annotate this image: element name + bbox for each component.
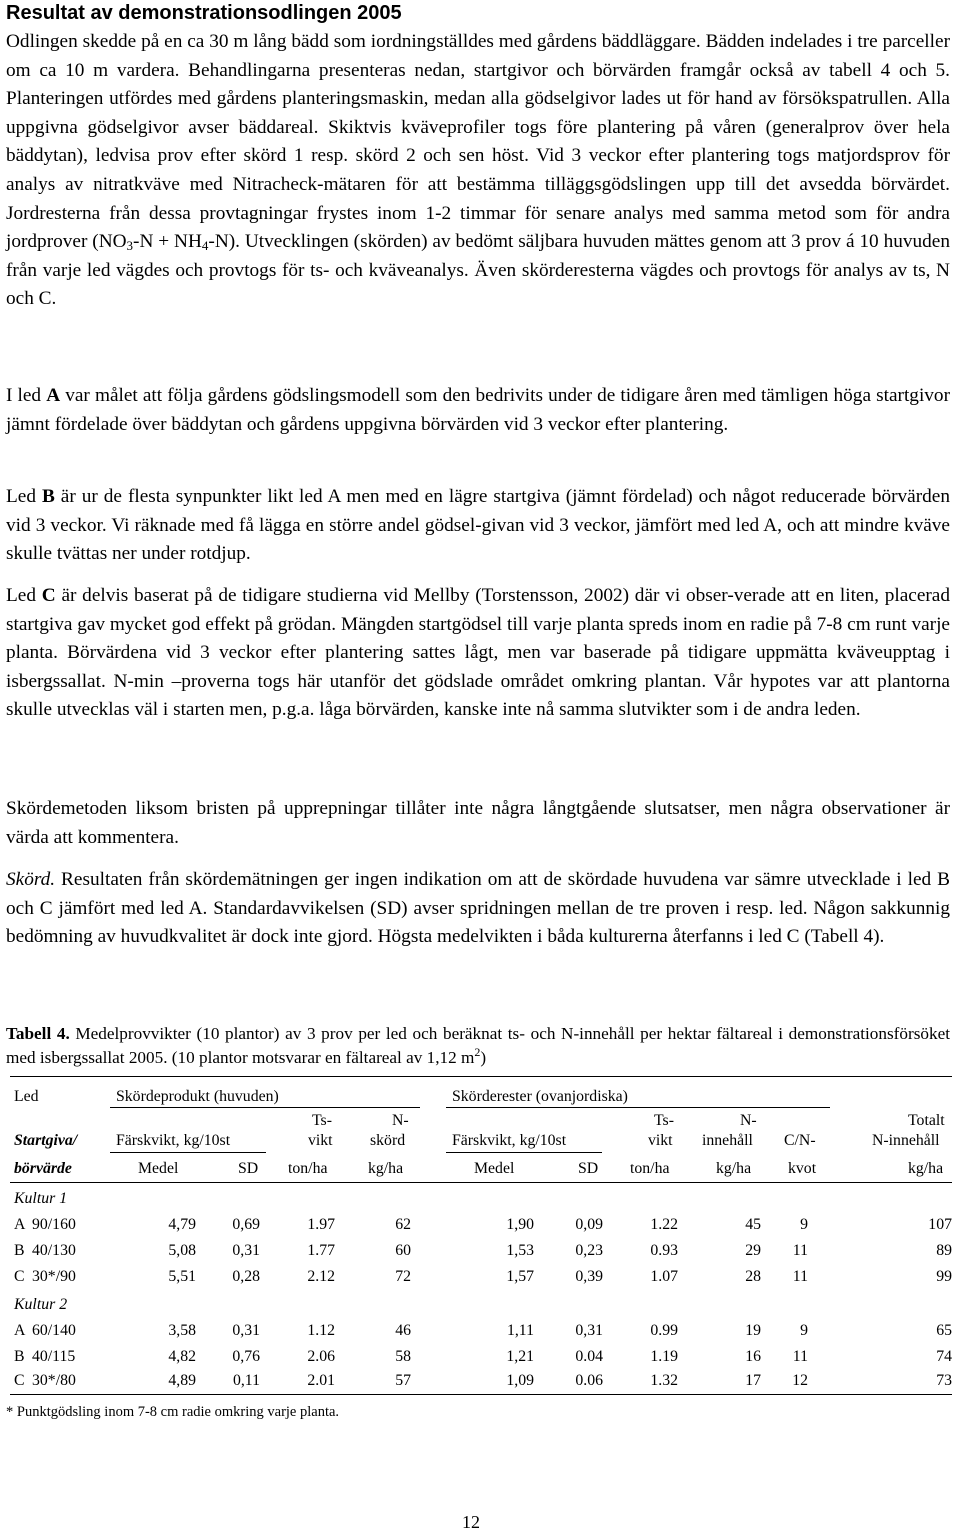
table-cell: 1,09 — [506, 1372, 534, 1389]
table-cell: 9 — [800, 1322, 808, 1339]
table-cell: 0,31 — [232, 1242, 260, 1259]
table-cell: 4,89 — [168, 1372, 196, 1389]
table-cell: 0,76 — [232, 1348, 260, 1365]
header-farskvikt-2: Färskvikt, kg/10st — [452, 1132, 567, 1149]
table-cell: 65 — [936, 1322, 952, 1339]
header-total-b: N-innehåll — [872, 1132, 940, 1149]
table-cell: 0.04 — [575, 1348, 603, 1365]
table-cell: 12 — [792, 1372, 808, 1389]
table-cell: 72 — [395, 1268, 411, 1285]
table-cell: 0,31 — [232, 1322, 260, 1339]
table-cell: 60 — [395, 1242, 411, 1259]
table-cell: 11 — [792, 1242, 808, 1259]
table-cell: 1.22 — [650, 1216, 678, 1233]
table-cell: 11 — [792, 1348, 808, 1365]
table-bottom-rule — [10, 1394, 952, 1395]
table-cell: 1.77 — [307, 1242, 335, 1259]
header-n-2b: innehåll — [702, 1132, 753, 1149]
table-cell: 2.06 — [307, 1348, 335, 1365]
table-caption: Tabell 4. Medelprovvikter (10 plantor) av 3 prov per led och beräknat ts- och N-innehåll per hektar fältareal i demonstrationsförsöket med isbergssallat 2005. (10 plantor motsvarar en fältareal av 1,12 $m^2$) — [6, 1024, 951, 1067]
table-cell: 0.93 — [650, 1242, 678, 1259]
table-cell: 4,82 — [168, 1348, 196, 1365]
header-n-1a: N- — [392, 1112, 409, 1129]
table-cell: 5,51 — [168, 1268, 196, 1285]
table-cell: 1,57 — [506, 1268, 534, 1285]
unit-kvot: kvot — [788, 1160, 817, 1177]
table-cell: 1,11 — [506, 1322, 534, 1339]
table-cell: 1,90 — [506, 1216, 534, 1233]
paragraph-led-c: Led C är delvis baserat på de tidigare studierna vid Mellby (Torstensson, 2002) där vi obser-verade att en liten, placerad startgiva gav mycket god effekt på grödan. Mängden startgödsel till varje planta spreds inom en radie på 7-8 cm runt varje planta. Börvärdena vid 3 veckor efter plantering sattes lågt, men var baserade på tidigare uppmätta kväveupptag i isbergssallat. N-min –proverna togs här utanför det gödslade området omkring plantan. Vår hypotes var att plantorna skulle utvecklas väl i starten men, p.g.a. låga börvärden, kanske inte nå samma slutvikter som i de andra leden. — [6, 585, 951, 721]
unit-sd-1: SD — [238, 1160, 259, 1177]
table-cell: 2.12 — [307, 1268, 335, 1285]
table-cell: 0,39 — [575, 1268, 603, 1285]
page-number: 12 — [462, 1512, 480, 1532]
header-borvarde: börvärde — [14, 1160, 72, 1177]
table-cell: 99 — [936, 1268, 952, 1285]
table-cell: 46 — [395, 1322, 411, 1339]
unit-kg-1: kg/ha — [368, 1160, 404, 1177]
table-cell: 3,58 — [168, 1322, 196, 1339]
residue-group-rule — [446, 1107, 830, 1108]
unit-medel-2: Medel — [474, 1160, 515, 1177]
unit-sd-2: SD — [578, 1160, 599, 1177]
table-cell: 30*/80 — [32, 1372, 76, 1389]
table-cell: 0,23 — [575, 1242, 603, 1259]
table-cell: 11 — [792, 1268, 808, 1285]
farskvikt-rule-1 — [110, 1152, 266, 1153]
table-cell: 1.32 — [650, 1372, 678, 1389]
table-cell: C — [14, 1372, 25, 1389]
group-label-1: Kultur 1 — [14, 1190, 68, 1207]
table-cell: 107 — [928, 1216, 952, 1233]
header-n-2a: N- — [740, 1112, 757, 1129]
table-cell: 0,09 — [575, 1216, 603, 1233]
table-cell: 1.07 — [650, 1268, 678, 1285]
header-startgiva: Startgiva/ — [14, 1132, 78, 1149]
table-cell: B — [14, 1348, 25, 1365]
table-top-rule — [10, 1076, 952, 1077]
table-cell: A — [14, 1216, 26, 1233]
header-bottom-rule — [10, 1182, 952, 1183]
paragraph-method: Odlingen skedde på en ca 30 m lång bädd som iordningställdes med gårdens bäddläggare. Bädden indelades i tre parceller om ca 10 m vardera. Behandlingarna presenteras nedan, startgivor och börvärden framgår också av tabell 4 och 5. Planteringen utfördes med gårdens planteringsmaskin, medan alla gödselgivor lades ut för hand av försökspatrullen. Alla uppgivna gödselgivor avser bäddareal. Skiktvis kväveprofiler togs före plantering på våren (generalprov över hela bäddytan), ledvisa prov efter skörd 1 resp. skörd 2 och sen höst. Vid 3 veckor efter plantering togs matjordsprov för analys av nitratkväve med Nitracheck-mätaren för att bestämma tilläggsgödslingen upp till det avsedda börvärdet. Jordresterna från dessa provtagningar frystes inom 1-2 timmar för senare analys med samma metod som för andra jordprover $(NO_3-N + NH_4-N)$. Utvecklingen (skörden) av bedömt säljbara huvuden mättes genom att 3 prov á 10 huvuden från varje led vägdes och provtogs för ts- och kväveanalys. Även skörderesterna vägdes och provtogs för analys av ts, N och C. — [6, 31, 950, 310]
table-cell: 1.19 — [650, 1348, 678, 1365]
table-cell: 29 — [745, 1242, 761, 1259]
table-cell: A — [14, 1322, 26, 1339]
table-cell: 0,11 — [232, 1372, 260, 1389]
header-ts-2a: Ts- — [654, 1112, 674, 1129]
header-farskvikt-1: Färskvikt, kg/10st — [116, 1132, 231, 1149]
table-cell: 30*/90 — [32, 1268, 76, 1285]
table-cell: 73 — [936, 1372, 952, 1389]
table-cell: 5,08 — [168, 1242, 196, 1259]
header-n-1b: skörd — [370, 1132, 406, 1149]
paragraph-led-a: I led A var målet att följa gårdens gödslingsmodell som den bedrivits under de tidigare åren med tämligen höga startgivor jämnt fördelade över bäddytan och gårdens uppgivna börvärden vid 3 veckor efter plantering. — [6, 385, 950, 435]
table-cell: 90/160 — [32, 1216, 76, 1233]
header-residue: Skörderester (ovanjordiska) — [452, 1088, 628, 1105]
table-cell: 2.01 — [307, 1372, 335, 1389]
section-heading: Resultat av demonstrationsodlingen 2005 — [6, 2, 402, 24]
table-cell: 74 — [936, 1348, 952, 1365]
table-cell: 0,31 — [575, 1322, 603, 1339]
header-led: Led — [14, 1088, 39, 1105]
group-label-2: Kultur 2 — [14, 1296, 68, 1313]
table-cell: 45 — [745, 1216, 761, 1233]
table-cell: 4,79 — [168, 1216, 196, 1233]
table-cell: 19 — [745, 1322, 761, 1339]
farskvikt-rule-2 — [446, 1152, 602, 1153]
unit-kg-3: kg/ha — [908, 1160, 944, 1177]
header-cn: C/N- — [784, 1132, 816, 1149]
unit-medel-1: Medel — [138, 1160, 179, 1177]
table-cell: 58 — [395, 1348, 411, 1365]
product-group-rule — [110, 1107, 420, 1108]
table-cell: B — [14, 1242, 25, 1259]
table-cell: C — [14, 1268, 25, 1285]
table-cell: 57 — [395, 1372, 411, 1389]
header-ts-2b: vikt — [648, 1132, 673, 1149]
header-ts-1a: Ts- — [312, 1112, 332, 1129]
table-cell: 1.97 — [307, 1216, 335, 1233]
paragraph-skord: Skörd. Resultaten från skördemätningen ger ingen indikation om att de skördade huvudena var sämre utvecklade i led B och C jämfört med led A. Standardavvikelsen (SD) avser spridningen mellan de tre proven i resp. led. Någon sakkunnig bedömning av huvudkvalitet är dock inte gjord. Högsta medelvikten i båda kulturerna återfanns i led C (Tabell 4). — [6, 869, 950, 948]
results-table — [6, 1076, 952, 1406]
table-cell: 0.99 — [650, 1322, 678, 1339]
table-cell: 0,28 — [232, 1268, 260, 1285]
header-total-a: Totalt — [908, 1112, 945, 1129]
table-cell: 0,69 — [232, 1216, 260, 1233]
unit-ton-2: ton/ha — [630, 1160, 670, 1177]
table-cell: 89 — [936, 1242, 952, 1259]
table-cell: 16 — [745, 1348, 761, 1365]
table-cell: 1,53 — [506, 1242, 534, 1259]
table-footnote: * Punktgödsling inom 7-8 cm radie omkring varje planta. — [6, 1404, 340, 1420]
table-cell: 40/130 — [32, 1242, 76, 1259]
table-cell: 17 — [745, 1372, 761, 1389]
paragraph-led-b: Led B är ur de flesta synpunkter likt led A men med en lägre startgiva (jämnt fördelad) och något reducerade börvärden vid 3 veckor. Vi räknade med få lägga en större andel gödsel-givan vid 3 veckor, jämfört med led A, och att mindre kväve skulle tvättas ner under rotdjup. — [6, 486, 950, 565]
table-cell: 60/140 — [32, 1322, 76, 1339]
table-cell: 0.06 — [575, 1372, 603, 1389]
unit-ton-1: ton/ha — [288, 1160, 328, 1177]
table-cell: 9 — [800, 1216, 808, 1233]
table-cell: 28 — [745, 1268, 761, 1285]
header-product: Skördeprodukt (huvuden) — [116, 1088, 279, 1105]
paragraph-method-note: Skördemetoden liksom bristen på upprepningar tillåter inte några långtgående slutsatser, men några observationer är värda att kommentera. — [6, 798, 950, 848]
header-ts-1b: vikt — [308, 1132, 333, 1149]
table-cell: 1.12 — [307, 1322, 335, 1339]
table-cell: 40/115 — [32, 1348, 76, 1365]
table-cell: 62 — [395, 1216, 411, 1233]
table-cell: 1,21 — [506, 1348, 534, 1365]
unit-kg-2: kg/ha — [716, 1160, 752, 1177]
